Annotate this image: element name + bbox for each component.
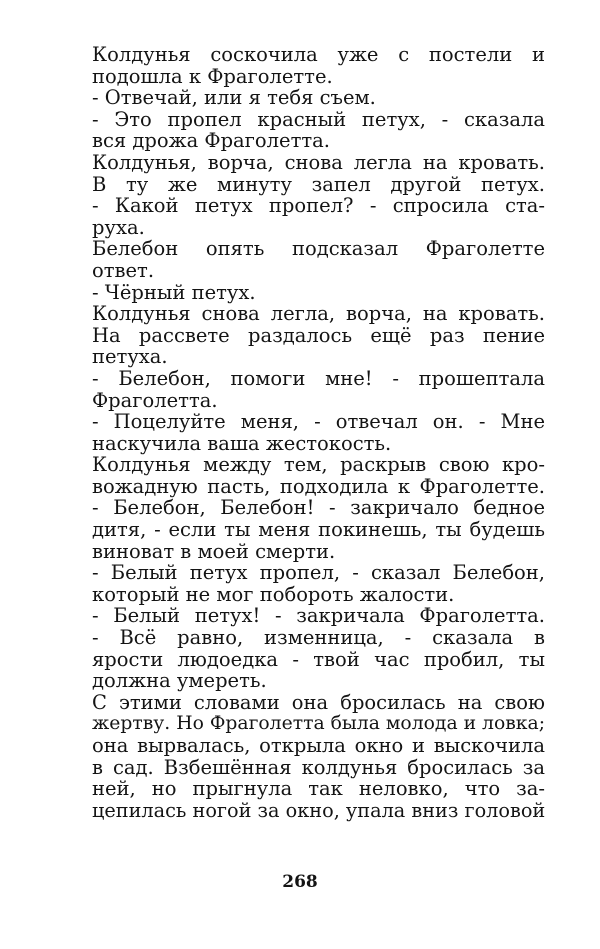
text-line: Колдунья, ворча, снова легла на кровать. <box>92 150 545 174</box>
text-line: - Какой петух пропел? - спросила ста- <box>92 194 545 218</box>
text-line: вожадную пасть, подходила к Фраголетте. <box>92 474 545 498</box>
page-text-block <box>92 44 545 821</box>
text-line: Колдунья между тем, раскрыв свою кро- <box>92 453 545 477</box>
text-line: - Белый петух пропел, - сказал Белебон, <box>92 561 545 585</box>
text-line: Колдунья снова легла, ворча, на кровать. <box>92 302 545 326</box>
text-line: жертву. Но Фраголетта была молода и ловка; <box>92 713 546 735</box>
text-line: Колдунья соскочила уже с постели и <box>92 43 545 66</box>
text-line: подошла к Фраголетте. <box>92 64 333 88</box>
text-line: Белебон опять подсказал Фраголетте <box>92 237 545 261</box>
text-line: она вырвалась, открыла окно и выскочила <box>92 734 545 757</box>
text-line: ней, но прыгнула так неловко, что за- <box>92 777 545 801</box>
text-line: - Это пропел красный петух, - сказала <box>92 107 545 131</box>
text-line: дитя, - если ты меня покинешь, ты будешь <box>92 518 545 542</box>
text-line: На рассвете раздалось ещё раз пение <box>92 323 545 347</box>
text-line: - Отвечай, или я тебя съем. <box>92 86 376 110</box>
text-line: - Белебон, помоги мне! - прошептала <box>92 366 545 390</box>
text-line: - Белебон, Белебон! - закричало бедное <box>92 496 545 520</box>
text-line: В ту же минуту запел другой петух. <box>92 172 545 196</box>
text-line: цепилась ногой за окно, упала вниз головой <box>92 798 546 822</box>
text-line: петуха. <box>92 345 168 369</box>
text-line: в сад. Взбешённая колдунья бросилась за <box>92 755 545 779</box>
text-line: вся дрожа Фраголетта. <box>92 129 330 153</box>
text-line: - Белый петух! - закричала Фраголетта. <box>92 604 545 628</box>
text-line: - Всё равно, изменница, - сказала в <box>92 626 545 650</box>
text-line: руха. <box>92 215 145 239</box>
text-line: - Чёрный петух. <box>92 280 256 304</box>
page-number: 268 <box>282 872 318 892</box>
text-line: ярости людоедка - твой час пробил, ты <box>92 647 545 671</box>
text-line: - Поцелуйте меня, - отвечал он. - Мне <box>92 410 545 434</box>
text-line: ответ. <box>92 258 155 282</box>
text-line: С этими словами она бросилась на свою <box>92 690 545 714</box>
text-line: должна умереть. <box>92 669 267 693</box>
text-line: который не мог побороть жалости. <box>92 582 455 606</box>
text-line: виноват в моей смерти. <box>92 539 336 563</box>
text-line: Фраголетта. <box>92 388 218 412</box>
text-line: наскучила ваша жестокость. <box>92 431 392 455</box>
